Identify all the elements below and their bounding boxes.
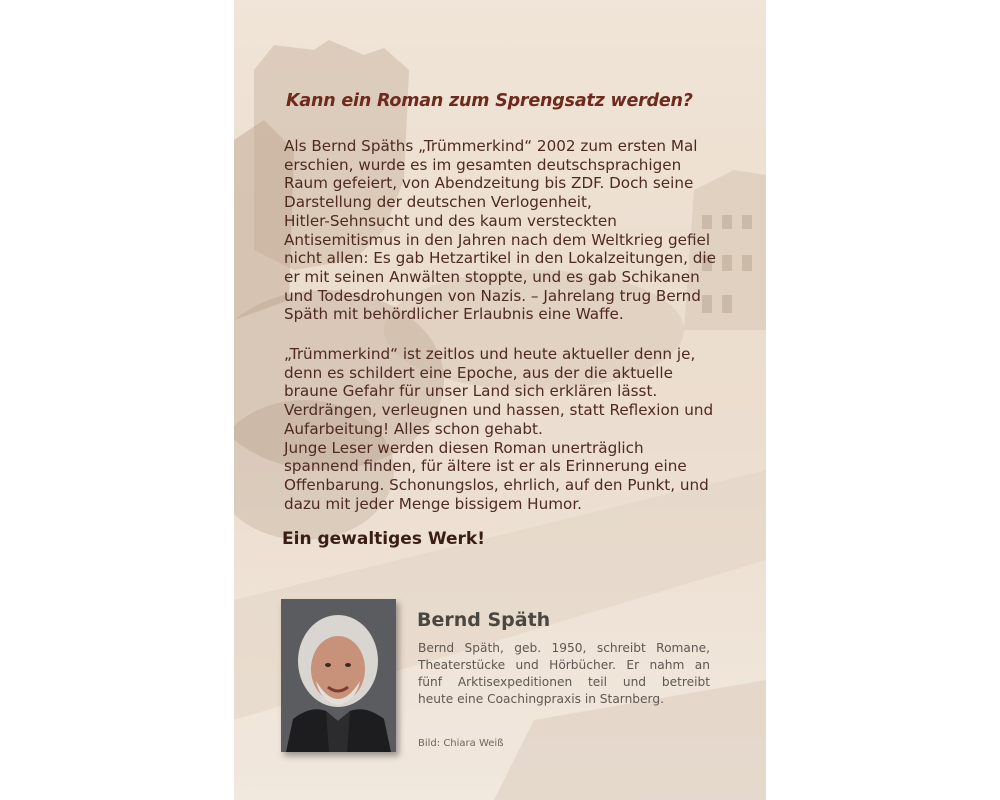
paragraph-line: Junge Leser werden diesen Roman unerträglich (284, 438, 644, 457)
paragraph-line: Raum gefeiert, von Abendzeitung bis ZDF. Doch seine (284, 174, 694, 193)
bio-line: fünf Arktisexpeditionen teil und betreibt (418, 675, 710, 689)
paragraph-relevance (284, 345, 724, 513)
bio-line: heute eine Coachingpraxis in Starnberg. (418, 692, 664, 706)
author-portrait-image (281, 599, 396, 752)
book-back-cover (234, 0, 766, 800)
cover-heading: Kann ein Roman zum Sprengsatz werden? (286, 91, 693, 111)
bio-line: Bernd Späth, geb. 1950, schreibt Romane, (418, 641, 710, 655)
paragraph-line: Offenbarung. Schonungslos, ehrlich, auf den Punkt, und (284, 475, 709, 494)
paragraph-line: Späth mit behördlicher Erlaubnis eine Waffe. (284, 305, 624, 324)
paragraph-line: braune Gefahr für unser Land sich erklären lässt. (284, 382, 658, 401)
paragraph-line: dazu mit jeder Menge bissigem Humor. (284, 494, 582, 513)
bio-line: Theaterstücke und Hörbücher. Er nahm an (418, 658, 710, 672)
paragraph-line: spannend finden, für ältere ist er als Erinnerung eine (284, 457, 687, 476)
paragraph-line: er mit seinen Anwälten stoppte, und es gab Schikanen (284, 267, 700, 286)
tagline: Ein gewaltiges Werk! (282, 529, 485, 549)
author-bio (418, 640, 710, 708)
paragraph-line: Hitler-Sehnsucht und des kaum versteckten (284, 211, 617, 230)
author-photo (281, 599, 396, 752)
paragraph-history (284, 137, 724, 324)
photo-credit: Bild: Chiara Weiß (418, 738, 504, 749)
paragraph-line: erschien, wurde es im gesamten deutschsprachigen (284, 155, 682, 174)
paragraph-line: denn es schildert eine Epoche, aus der die aktuelle (284, 363, 673, 382)
paragraph-line: nicht allen: Es gab Hetzartikel in den Lokalzeitungen, die (284, 249, 716, 268)
paragraph-line: Darstellung der deutschen Verlogenheit, (284, 193, 592, 212)
paragraph-line: Als Bernd Späths „Trümmerkind“ 2002 zum ersten Mal (284, 137, 698, 155)
paragraph-line: Aufarbeitung! Alles schon gehabt. (284, 419, 543, 438)
paragraph-line: und Todesdrohungen von Nazis. – Jahrelang trug Bernd (284, 286, 701, 305)
paragraph-line: „Trümmerkind“ ist zeitlos und heute aktueller denn je, (284, 345, 696, 363)
author-name: Bernd Späth (417, 609, 551, 631)
paragraph-line: Verdrängen, verleugnen und hassen, statt Reflexion und (284, 401, 714, 420)
paragraph-line: Antisemitismus in den Jahren nach dem Weltkrieg gefiel (284, 230, 711, 249)
